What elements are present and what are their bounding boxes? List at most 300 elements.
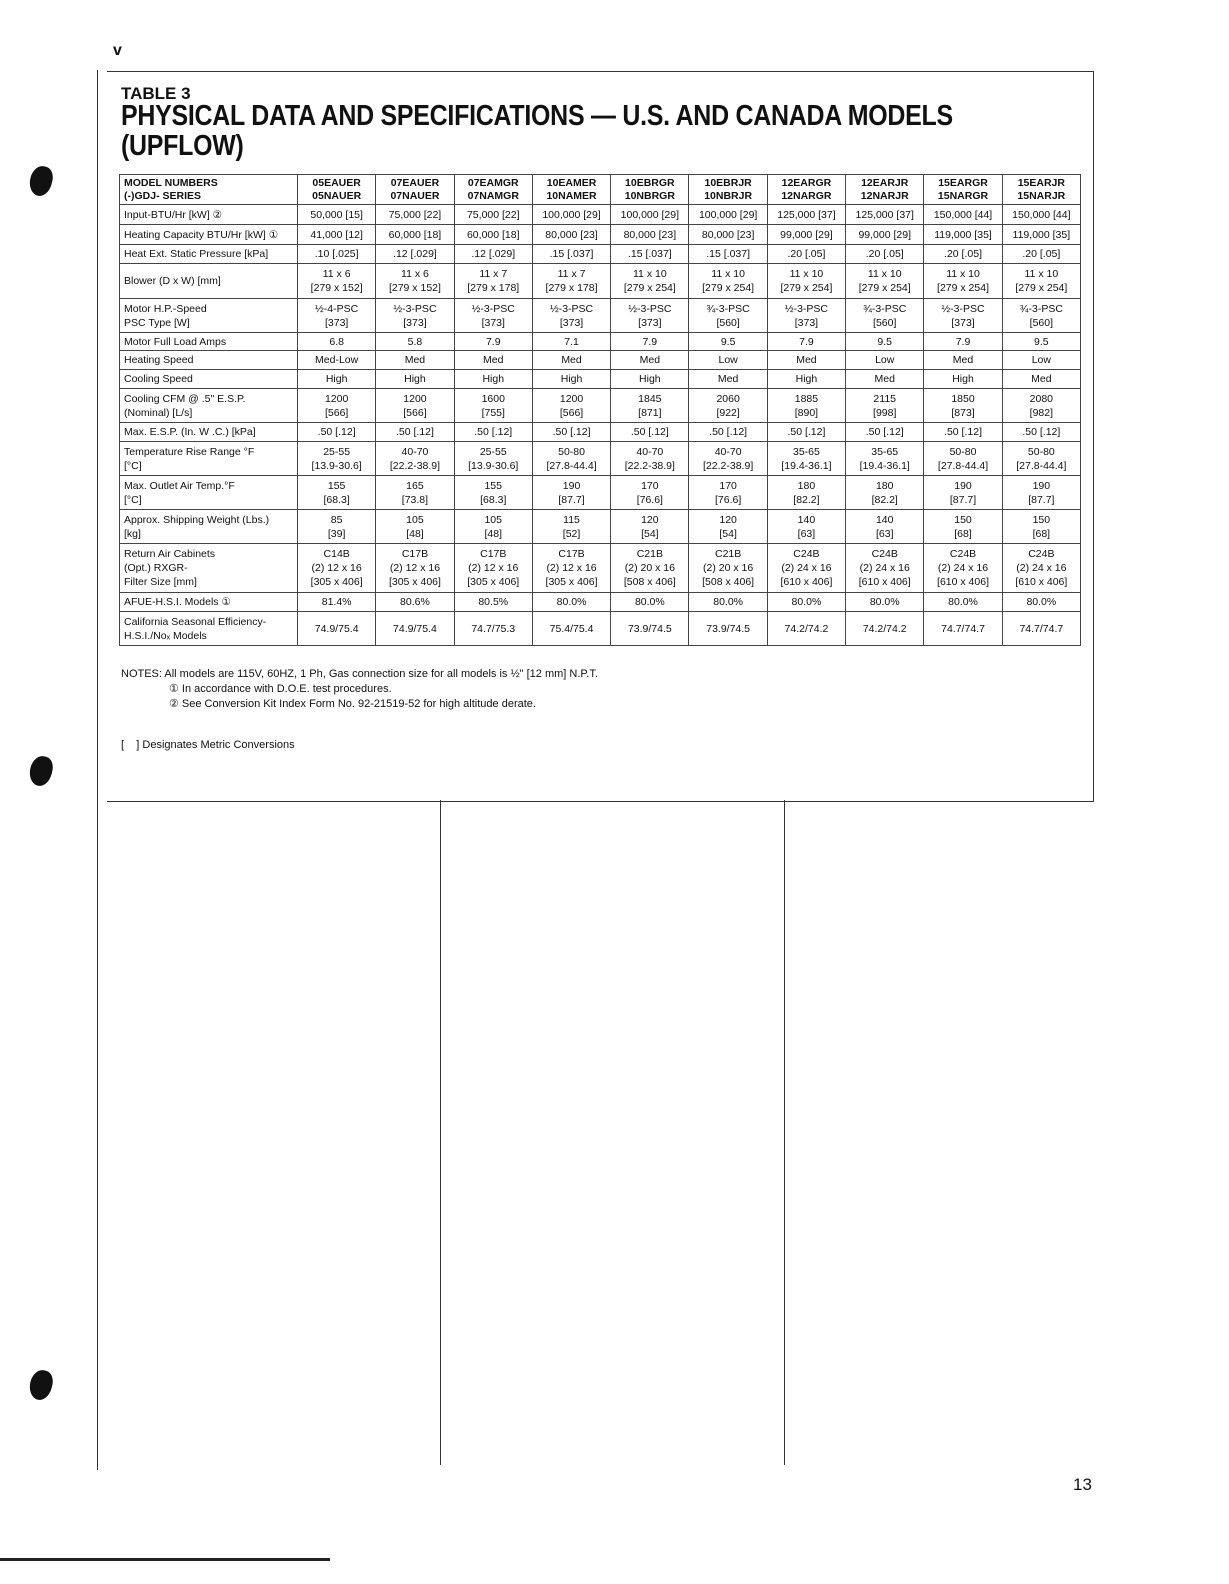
value-cell-line: Low bbox=[1031, 354, 1051, 366]
value-cell-line: 99,000 [29] bbox=[780, 228, 833, 241]
value-cell-line: [279 x 254] bbox=[1015, 282, 1068, 294]
value-cell bbox=[532, 299, 610, 333]
value-cell-line: [305 x 406] bbox=[467, 576, 520, 588]
punch-hole bbox=[26, 164, 55, 199]
model-header-cell bbox=[611, 175, 689, 205]
value-cell bbox=[532, 442, 610, 476]
row-label-cell-line: Input-BTU/Hr [kW] ② bbox=[124, 208, 223, 221]
value-cell bbox=[767, 476, 845, 510]
value-cell bbox=[924, 389, 1002, 423]
value-cell-line: C17B bbox=[480, 548, 507, 560]
model-header-cell-line: 15EARGR bbox=[938, 176, 988, 189]
value-cell-line: 165 bbox=[406, 479, 424, 492]
table-row bbox=[120, 333, 1081, 351]
table-row bbox=[120, 225, 1081, 245]
value-cell bbox=[454, 205, 532, 225]
value-cell-line: 5.8 bbox=[407, 335, 423, 348]
punch-hole bbox=[26, 1368, 55, 1403]
row-label-cell bbox=[120, 476, 298, 510]
row-label-cell-line: Heating Speed bbox=[124, 354, 194, 366]
value-cell-line: [68] bbox=[954, 527, 972, 540]
value-cell bbox=[689, 245, 767, 264]
value-cell bbox=[689, 225, 767, 245]
table-row bbox=[120, 264, 1081, 299]
value-cell-line: 125,000 [37] bbox=[855, 208, 914, 221]
value-cell-line: [610 x 406] bbox=[858, 576, 911, 588]
value-cell-line: [755] bbox=[481, 406, 505, 419]
value-cell-line: .50 [.12] bbox=[1022, 426, 1061, 438]
value-cell bbox=[611, 370, 689, 389]
value-cell-line: 190 bbox=[954, 479, 972, 492]
notes bbox=[121, 667, 598, 712]
value-cell-line: [610 x 406] bbox=[937, 576, 989, 588]
value-cell bbox=[532, 612, 610, 646]
value-cell-line: 115 bbox=[563, 513, 580, 526]
value-cell bbox=[846, 442, 924, 476]
value-cell-line: [279 x 254] bbox=[702, 282, 755, 294]
row-label-cell-line: Heating Capacity BTU/Hr [kW] ① bbox=[124, 228, 279, 241]
value-cell-line: 125,000 [37] bbox=[777, 208, 836, 221]
value-cell-line: [279 x 178] bbox=[545, 282, 598, 294]
value-cell bbox=[376, 389, 454, 423]
row-label-cell-line: [°C] bbox=[124, 459, 142, 472]
value-cell-line: 2115 bbox=[873, 392, 897, 405]
table-row bbox=[120, 351, 1081, 370]
value-cell-line: 40-70 bbox=[714, 445, 742, 458]
value-cell-line: .50 [.12] bbox=[552, 426, 591, 438]
value-cell-line: .15 [.037] bbox=[706, 248, 751, 260]
value-cell-line: 74.7/75.3 bbox=[471, 622, 516, 635]
value-cell bbox=[689, 544, 767, 593]
value-cell-line: 73.9/74.5 bbox=[627, 622, 672, 635]
model-header-cell bbox=[767, 175, 845, 205]
value-cell-line: [566] bbox=[324, 406, 349, 419]
value-cell-line: 80.0% bbox=[948, 596, 978, 608]
value-cell-line: 190 bbox=[562, 479, 581, 492]
table-row bbox=[120, 245, 1081, 264]
value-cell-line: 81.4% bbox=[321, 596, 352, 608]
value-cell-line: [982] bbox=[1029, 406, 1054, 419]
model-header-cell-line: 10NAMER bbox=[546, 189, 597, 202]
value-cell bbox=[767, 593, 845, 612]
value-cell-line: [22.2-38.9] bbox=[389, 459, 441, 472]
value-cell-line: 80,000 [23] bbox=[545, 228, 598, 241]
model-header-cell bbox=[376, 175, 454, 205]
page-title bbox=[121, 101, 953, 161]
value-cell-line: [27.8-44.4] bbox=[937, 459, 989, 472]
value-cell bbox=[298, 264, 376, 299]
value-cell bbox=[611, 245, 689, 264]
model-header-cell-line: 15NARGR bbox=[937, 189, 989, 202]
value-cell-line: [305 x 406] bbox=[388, 576, 441, 588]
row-label-cell-line: (Nominal) [L/s] bbox=[124, 406, 193, 419]
value-cell bbox=[846, 205, 924, 225]
value-cell-line: [48] bbox=[484, 527, 502, 540]
value-cell bbox=[298, 333, 376, 351]
value-cell bbox=[924, 299, 1002, 333]
value-cell-line: Med bbox=[404, 354, 426, 366]
value-cell-line: [560] bbox=[1029, 316, 1054, 329]
value-cell bbox=[1002, 442, 1080, 476]
value-cell-line: High bbox=[639, 373, 661, 385]
table-row bbox=[120, 544, 1081, 593]
value-cell-line: 1850 bbox=[951, 392, 975, 405]
value-cell-line: ½-4-PSC bbox=[315, 302, 359, 315]
value-cell bbox=[924, 370, 1002, 389]
value-cell-line: [373] bbox=[559, 316, 584, 329]
value-cell-line: 11 x 6 bbox=[322, 268, 351, 280]
table-row bbox=[120, 442, 1081, 476]
value-cell bbox=[767, 389, 845, 423]
value-cell bbox=[454, 593, 532, 612]
value-cell-line: 74.2/74.2 bbox=[784, 622, 829, 635]
value-cell-line: 9.5 bbox=[877, 335, 893, 348]
row-label-cell-line: California Seasonal Efficiency- bbox=[124, 615, 267, 628]
value-cell-line: 11 x 10 bbox=[867, 268, 902, 280]
row-label-cell-line: [kg] bbox=[124, 527, 141, 540]
row-label-cell-line: Motor H.P.-Speed bbox=[124, 302, 207, 315]
row-label-cell bbox=[120, 333, 298, 351]
value-cell bbox=[611, 476, 689, 510]
title-line-2: (UPFLOW) bbox=[121, 130, 244, 162]
row-label-cell-line: Heat Ext. Static Pressure [kPa] bbox=[124, 248, 269, 260]
table-row bbox=[120, 389, 1081, 423]
value-cell-line: Med bbox=[952, 354, 974, 366]
value-cell-line: ½-3-PSC bbox=[941, 302, 985, 315]
header-label-cell-line: (-)GDJ- SERIES bbox=[124, 189, 202, 202]
value-cell-line: 2060 bbox=[716, 392, 740, 405]
value-cell bbox=[689, 333, 767, 351]
value-cell-line: 150,000 [44] bbox=[1012, 208, 1071, 221]
value-cell-line: [305 x 406] bbox=[310, 576, 363, 588]
value-cell bbox=[689, 476, 767, 510]
value-cell bbox=[689, 205, 767, 225]
row-label-cell bbox=[120, 510, 298, 544]
value-cell bbox=[298, 351, 376, 370]
value-cell bbox=[846, 299, 924, 333]
row-label-cell bbox=[120, 423, 298, 442]
value-cell bbox=[376, 612, 454, 646]
value-cell bbox=[846, 476, 924, 510]
value-cell-line: 74.2/74.2 bbox=[862, 622, 907, 635]
value-cell bbox=[532, 510, 610, 544]
header-label-cell bbox=[120, 175, 298, 205]
value-cell bbox=[376, 476, 454, 510]
model-header-cell bbox=[532, 175, 610, 205]
value-cell-line: [922] bbox=[716, 406, 740, 419]
value-cell-line: C21B bbox=[636, 548, 663, 560]
value-cell-line: 100,000 [29] bbox=[698, 208, 758, 221]
value-cell-line: 75,000 [22] bbox=[388, 208, 442, 221]
value-cell bbox=[846, 370, 924, 389]
value-cell bbox=[454, 423, 532, 442]
value-cell-line: 155 bbox=[327, 479, 346, 492]
value-cell bbox=[454, 245, 532, 264]
value-cell bbox=[298, 245, 376, 264]
value-cell bbox=[298, 389, 376, 423]
value-cell-line: Med bbox=[1031, 373, 1052, 385]
value-cell-line: [890] bbox=[794, 406, 819, 419]
row-label-cell bbox=[120, 370, 298, 389]
value-cell bbox=[611, 205, 689, 225]
value-cell-line: [13.9-30.6] bbox=[468, 459, 519, 472]
value-cell-line: C24B bbox=[949, 548, 977, 560]
value-cell-line: 80.5% bbox=[478, 596, 509, 608]
value-cell-line: [76.6] bbox=[714, 493, 742, 506]
value-cell-line: 50-80 bbox=[558, 445, 585, 458]
value-cell bbox=[689, 593, 767, 612]
value-cell-line: 11 x 7 bbox=[479, 268, 508, 280]
value-cell bbox=[376, 510, 454, 544]
value-cell bbox=[454, 476, 532, 510]
value-cell bbox=[924, 205, 1002, 225]
value-cell-line: [73.8] bbox=[401, 493, 429, 506]
corner-mark: v bbox=[113, 42, 122, 59]
value-cell-line: 50-80 bbox=[949, 445, 977, 458]
value-cell-line: [19.4-36.1] bbox=[859, 459, 910, 472]
value-cell-line: Low bbox=[718, 354, 738, 366]
value-cell bbox=[454, 225, 532, 245]
value-cell-line: High bbox=[482, 373, 505, 385]
value-cell-line: .50 [.12] bbox=[787, 426, 826, 438]
value-cell-line: ¾-3-PSC bbox=[863, 302, 907, 315]
value-cell bbox=[454, 299, 532, 333]
value-cell-line: 25-55 bbox=[323, 445, 351, 458]
value-cell bbox=[532, 205, 610, 225]
value-cell-line: High bbox=[404, 373, 426, 385]
value-cell bbox=[689, 370, 767, 389]
value-cell-line: 60,000 [18] bbox=[388, 228, 442, 241]
value-cell-line: [373] bbox=[638, 316, 662, 329]
value-cell-line: 180 bbox=[875, 479, 894, 492]
value-cell bbox=[532, 225, 610, 245]
value-cell bbox=[1002, 370, 1080, 389]
value-cell bbox=[298, 225, 376, 245]
value-cell-line: [63] bbox=[797, 527, 816, 540]
value-cell-line: 1200 bbox=[559, 392, 584, 405]
value-cell bbox=[298, 442, 376, 476]
value-cell-line: [279 x 152] bbox=[388, 282, 441, 294]
value-cell-line: .20 [.05] bbox=[1022, 248, 1061, 260]
note-general: NOTES: All models are 115V, 60HZ, 1 Ph, Gas connection size for all models is ½" [12 mm] N.P.T. bbox=[121, 668, 598, 680]
row-label-cell bbox=[120, 205, 298, 225]
value-cell-line: 11 x 10 bbox=[946, 268, 980, 280]
value-cell bbox=[376, 593, 454, 612]
value-cell-line: ¾-3-PSC bbox=[1019, 302, 1063, 315]
value-cell-line: [52] bbox=[562, 527, 581, 540]
value-cell-line: High bbox=[952, 373, 974, 385]
model-header-cell-line: 12NARGR bbox=[781, 189, 832, 202]
value-cell bbox=[767, 510, 845, 544]
value-cell bbox=[454, 370, 532, 389]
model-header-cell bbox=[1002, 175, 1080, 205]
row-label-cell-line: Cooling CFM @ .5" E.S.P. bbox=[124, 392, 246, 405]
value-cell bbox=[376, 544, 454, 593]
value-cell-line: (2) 24 x 16 bbox=[1016, 562, 1067, 574]
value-cell-line: .50 [.12] bbox=[865, 426, 904, 438]
value-cell-line: 140 bbox=[797, 513, 816, 526]
left-margin-line bbox=[97, 70, 98, 1470]
value-cell bbox=[924, 544, 1002, 593]
value-cell bbox=[924, 612, 1002, 646]
value-cell-line: ½-3-PSC bbox=[628, 302, 672, 315]
value-cell bbox=[846, 333, 924, 351]
value-cell bbox=[376, 225, 454, 245]
value-cell bbox=[846, 351, 924, 370]
value-cell bbox=[298, 423, 376, 442]
value-cell-line: 119,000 [35] bbox=[1012, 228, 1071, 241]
value-cell-line: .50 [.12] bbox=[395, 426, 434, 438]
value-cell bbox=[532, 370, 610, 389]
value-cell bbox=[767, 442, 845, 476]
model-header-cell-line: 15EARJR bbox=[1017, 176, 1065, 189]
value-cell bbox=[298, 299, 376, 333]
value-cell-line: [87.7] bbox=[558, 493, 585, 506]
value-cell-line: 80.0% bbox=[634, 596, 665, 608]
value-cell bbox=[532, 389, 610, 423]
value-cell-line: [566] bbox=[403, 406, 427, 419]
value-cell bbox=[1002, 544, 1080, 593]
value-cell-line: [566] bbox=[559, 406, 584, 419]
value-cell-line: 11 x 7 bbox=[557, 268, 586, 280]
value-cell bbox=[767, 423, 845, 442]
model-header-cell-line: 07EAUER bbox=[390, 176, 440, 189]
value-cell bbox=[689, 510, 767, 544]
value-cell bbox=[924, 510, 1002, 544]
model-header-cell-line: 10EBRJR bbox=[704, 176, 752, 189]
value-cell-line: (2) 12 x 16 bbox=[311, 562, 362, 574]
value-cell-line: 11 x 10 bbox=[633, 268, 667, 280]
value-cell bbox=[1002, 351, 1080, 370]
value-cell bbox=[924, 423, 1002, 442]
value-cell bbox=[532, 333, 610, 351]
row-label-cell-line: Return Air Cabinets bbox=[124, 548, 216, 560]
value-cell-line: 74.7/74.7 bbox=[1019, 622, 1064, 635]
value-cell-line: 11 x 10 bbox=[1024, 268, 1059, 280]
value-cell-line: Med bbox=[483, 354, 504, 366]
value-cell-line: 7.9 bbox=[485, 335, 501, 348]
value-cell-line: 1600 bbox=[481, 392, 505, 405]
row-label-cell bbox=[120, 442, 298, 476]
value-cell bbox=[1002, 423, 1080, 442]
value-cell bbox=[611, 510, 689, 544]
value-cell-line: 1200 bbox=[324, 392, 349, 405]
value-cell-line: Med bbox=[639, 354, 661, 366]
header-label-cell-line: MODEL NUMBERS bbox=[124, 176, 218, 189]
value-cell-line: High bbox=[325, 373, 348, 385]
value-cell-line: 100,000 [29] bbox=[542, 208, 601, 221]
value-cell-line: 155 bbox=[484, 479, 502, 492]
value-cell bbox=[376, 423, 454, 442]
model-header-cell-line: 12EARGR bbox=[781, 176, 832, 189]
value-cell bbox=[924, 593, 1002, 612]
value-cell bbox=[924, 476, 1002, 510]
row-label-cell bbox=[120, 264, 298, 299]
value-cell-line: 140 bbox=[875, 513, 894, 526]
value-cell-line: [279 x 254] bbox=[937, 282, 989, 294]
value-cell-line: ½-3-PSC bbox=[393, 302, 437, 315]
value-cell-line: 9.5 bbox=[720, 335, 736, 348]
model-header-cell bbox=[924, 175, 1002, 205]
value-cell-line: C24B bbox=[1028, 548, 1055, 560]
metric-note: [ ] Designates Metric Conversions bbox=[121, 739, 295, 751]
value-cell-line: 80.0% bbox=[791, 596, 822, 608]
value-cell-line: 119,000 [35] bbox=[934, 228, 992, 241]
value-cell-line: 120 bbox=[641, 513, 659, 526]
value-cell-line: 41,000 [12] bbox=[310, 228, 363, 241]
value-cell bbox=[298, 205, 376, 225]
value-cell-line: 80.0% bbox=[713, 596, 744, 608]
value-cell-line: 120 bbox=[719, 513, 737, 526]
table-header-row bbox=[120, 175, 1081, 205]
value-cell bbox=[767, 225, 845, 245]
value-cell-line: 50,000 [15] bbox=[310, 208, 363, 221]
model-header-cell-line: 12NARJR bbox=[860, 189, 909, 202]
value-cell bbox=[689, 423, 767, 442]
value-cell bbox=[1002, 612, 1080, 646]
value-cell-line: [373] bbox=[794, 316, 819, 329]
row-label-cell-line: Approx. Shipping Weight (Lbs.) bbox=[124, 513, 270, 526]
row-label-cell-line: Blower (D x W) [mm] bbox=[124, 275, 221, 287]
value-cell-line: .10 [.025] bbox=[314, 248, 359, 260]
value-cell bbox=[454, 612, 532, 646]
value-cell bbox=[611, 544, 689, 593]
value-cell bbox=[846, 264, 924, 299]
table-row bbox=[120, 593, 1081, 612]
value-cell bbox=[532, 351, 610, 370]
value-cell-line: [82.2] bbox=[871, 493, 898, 506]
value-cell-line: [39] bbox=[327, 527, 346, 540]
value-cell-line: (2) 24 x 16 bbox=[781, 562, 832, 574]
row-label-cell bbox=[120, 299, 298, 333]
table-row bbox=[120, 370, 1081, 389]
row-label-cell bbox=[120, 245, 298, 264]
table-row bbox=[120, 476, 1081, 510]
value-cell bbox=[1002, 333, 1080, 351]
table-row bbox=[120, 612, 1081, 646]
table-row bbox=[120, 510, 1081, 544]
value-cell bbox=[689, 299, 767, 333]
value-cell-line: .50 [.12] bbox=[944, 426, 982, 438]
value-cell bbox=[767, 264, 845, 299]
value-cell-line: C21B bbox=[715, 548, 742, 560]
value-cell-line: 40-70 bbox=[636, 445, 664, 458]
value-cell-line: [68.3] bbox=[323, 493, 350, 506]
value-cell-line: Med bbox=[796, 354, 817, 366]
value-cell bbox=[1002, 593, 1080, 612]
value-cell bbox=[532, 593, 610, 612]
value-cell-line: ½-3-PSC bbox=[549, 302, 594, 315]
value-cell-line: (2) 24 x 16 bbox=[937, 562, 989, 574]
value-cell bbox=[1002, 476, 1080, 510]
value-cell-line: [87.7] bbox=[949, 493, 977, 506]
value-cell-line: [82.2] bbox=[793, 493, 820, 506]
row-label-cell bbox=[120, 612, 298, 646]
model-header-cell bbox=[846, 175, 924, 205]
table-row bbox=[120, 299, 1081, 333]
value-cell bbox=[532, 423, 610, 442]
value-cell-line: 80.0% bbox=[556, 596, 587, 608]
value-cell bbox=[611, 225, 689, 245]
value-cell bbox=[454, 510, 532, 544]
value-cell bbox=[767, 245, 845, 264]
value-cell bbox=[689, 389, 767, 423]
value-cell-line: Med-Low bbox=[315, 354, 359, 366]
value-cell bbox=[454, 333, 532, 351]
value-cell-line: .20 [.05] bbox=[865, 248, 904, 260]
value-cell bbox=[532, 476, 610, 510]
value-cell bbox=[298, 370, 376, 389]
